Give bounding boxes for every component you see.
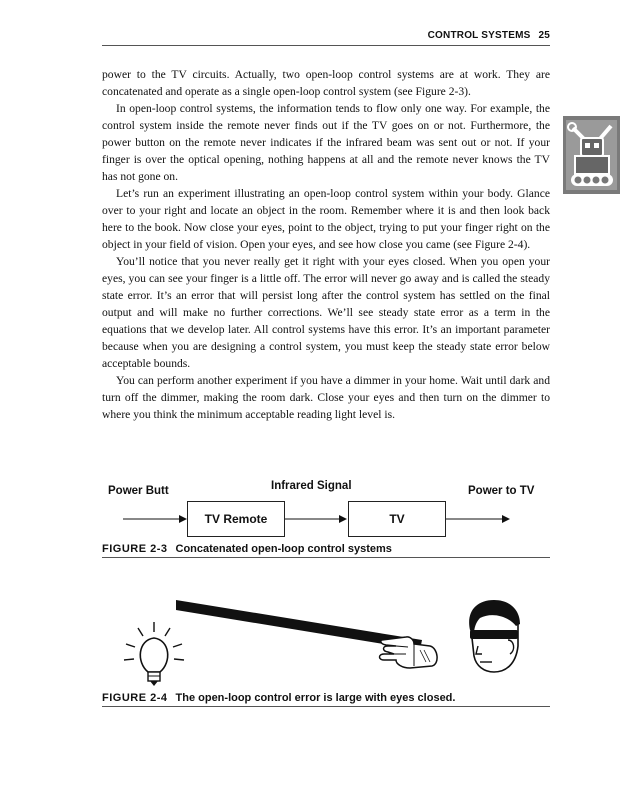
paragraph: In open-loop control systems, the information tends to flow only one way. For example, the control system inside the remote never finds out if the TV goes on or not. Furthermore, the power button on the remote never indicates if the infrared beam was sent out or not. If your finger is over the optical opening, nothing happens at all and the remote never knows the TV has not gone on. [102,102,550,183]
tv-remote-block: TV Remote [187,501,285,537]
input-label: Power Butt [108,485,169,497]
tv-block: TV [348,501,446,537]
caption-number: FIGURE 2-3 [102,543,168,555]
paragraph: You can perform another experiment if you have a dimmer in your home. Wait until dark and turn off the dimmer, making the room dark. Close your eyes and then turn on the dimmer to where you think the minimum acceptable reading light level is. [102,374,550,421]
pointing-hand-icon [380,637,438,668]
light-bulb-icon [124,622,184,686]
header-title: CONTROL SYSTEMS [427,30,531,41]
caption-text: The open-loop control error is large with eyes closed. [175,692,456,704]
caption-text: Concatenated open-loop control systems [175,543,392,555]
blindfolded-head-icon [469,600,520,672]
paragraph: You’ll notice that you never really get it right with your eyes closed. When you open your eyes, you can see your finger is a little off. The error will never go away and is called the steady state error. It’s an error that will persist long after the control system has settled on the final output and will make no further corrections. We’ll see steady state error as a term in the equations that we develop later. All control systems have this error. It’s an important parameter because when you are designing a control system, you must keep the steady state error below acceptable bounds. [102,255,550,370]
caption-number: FIGURE 2-4 [102,692,168,704]
signal-label: Infrared Signal [271,480,352,492]
figure-2-4-caption [102,692,550,707]
paragraph: Let’s run an experiment illustrating an open-loop control system within your body. Glance over to your right and locate an object in the room. Remember where it is and then look back here to the book. Now close your eyes, point to the object, trying to put your finger right on the object in your field of vision. Open your eyes, and see how close you came (see Figure 2-4). [102,187,550,251]
page-number: 25 [538,30,550,41]
paragraph: power to the TV circuits. Actually, two open-loop control systems are at work. They are concatenated and operate as a single open-loop control system (see Figure 2-3). [102,68,550,98]
output-label: Power to TV [468,485,535,497]
